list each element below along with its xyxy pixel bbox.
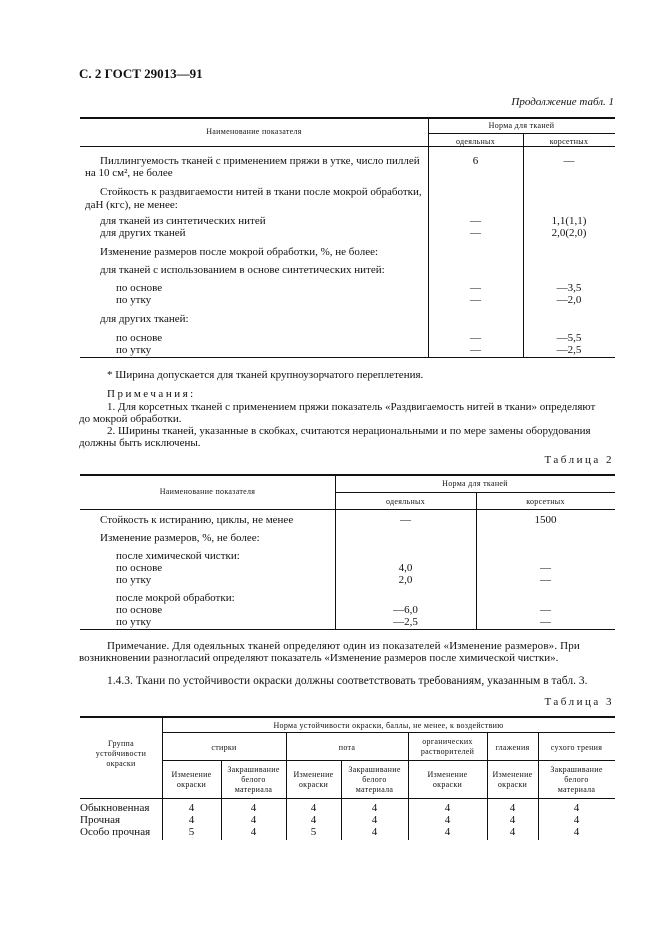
table-cell: 4: [573, 826, 580, 838]
table-cell: 5: [188, 826, 195, 838]
table1-norm-rule: [428, 133, 615, 134]
table2-col-b: корсетных: [526, 497, 565, 506]
page-title: С. 2 ГОСТ 29013—91: [79, 66, 203, 81]
table-cell: 4: [371, 814, 378, 826]
table1-head-rule: [80, 146, 615, 147]
table1-col-b: корсетных: [549, 137, 589, 146]
table3-group-rule: [162, 760, 615, 761]
table-cell: 2,0: [398, 574, 413, 586]
table-row: после мокрой обработки:: [116, 592, 235, 604]
table-cell: —: [540, 616, 551, 628]
table3-group-sweat: пота: [338, 743, 356, 752]
table3-label: Таблица 3: [544, 696, 614, 708]
footnote: * Ширина допускается для тканей крупноузорчатого переплетения.: [107, 369, 424, 381]
table-row: даН (кгс), не менее:: [85, 199, 178, 211]
table-cell: 4: [188, 814, 195, 826]
table-cell: —: [470, 282, 481, 294]
table-cell: —: [540, 604, 551, 616]
table3-col-norm: Норма устойчивости окраски, баллы, не менее, к воздействию: [273, 721, 504, 730]
table2-label: Таблица 2: [544, 454, 614, 466]
table-row: по основе: [116, 332, 163, 344]
table2-top-rule: [80, 474, 615, 476]
paragraph-1-4-3: 1.4.3. Ткани по устойчивости окраски должны соответствовать требованиям, указанным в табл. 3.: [107, 675, 588, 687]
table-cell: —: [470, 344, 481, 356]
table3-sub-change: Изменение окраски: [427, 770, 468, 789]
table-row: Особо прочная: [80, 826, 151, 838]
table-cell: 4: [573, 814, 580, 826]
table-cell: 5: [310, 826, 317, 838]
table-cell: —: [540, 562, 551, 574]
table3-group-solvents: органических растворителей: [420, 737, 475, 756]
table-cell: —5,5: [556, 332, 582, 344]
table-cell: 1,1(1,1): [551, 215, 587, 227]
table-row: по основе: [116, 562, 163, 574]
table-cell: —: [470, 227, 481, 239]
table-cell: 1500: [534, 514, 557, 526]
table-cell: 4: [250, 826, 257, 838]
note-1-line-2: до мокрой обработки.: [79, 413, 182, 425]
table-row: по утку: [116, 294, 152, 306]
table2-col-norm: Норма для тканей: [442, 479, 508, 488]
table-cell: 4: [444, 826, 451, 838]
table2-head-rule: [80, 509, 615, 510]
table3-sub-change: Изменение окраски: [293, 770, 334, 789]
table-row: Прочная: [80, 814, 121, 826]
table-row: по основе: [116, 282, 163, 294]
table2-note-line-2: возникновении разногласий определяют показатель «Изменение размеров после химической чистки».: [79, 652, 559, 664]
table-row: Изменение размеров, %, не более:: [100, 532, 260, 544]
table3-group-ironing: глажения: [495, 743, 530, 752]
table-cell: —: [470, 215, 481, 227]
table-cell: —: [400, 514, 411, 526]
table1-col-a: одеяльных: [455, 137, 496, 146]
table1-col-name: Наименование показателя: [206, 127, 302, 136]
table2-norm-rule: [335, 492, 615, 493]
note-1-line-1: 1. Для корсетных тканей с применением пряжи показатель «Раздвигаемость нитей в ткани» определяют: [107, 401, 596, 413]
table-cell: 4: [310, 802, 317, 814]
table-cell: 4: [509, 802, 516, 814]
table-row: по утку: [116, 574, 152, 586]
table3-sub-change: Изменение окраски: [171, 770, 212, 789]
table2-col-a: одеяльных: [385, 497, 426, 506]
table3-group-rubbing: сухого трения: [550, 743, 603, 752]
note-2-line-2: должны быть исключены.: [79, 437, 201, 449]
table3-norm-rule: [162, 732, 615, 733]
table-cell: 4,0: [398, 562, 413, 574]
table-cell: 4: [509, 826, 516, 838]
table3-col-group: Группа устойчивости окраски: [95, 739, 147, 768]
notes-title: Примечания:: [107, 388, 196, 400]
table3-sub-stain: Закрашивание белого материала: [348, 765, 401, 794]
note-2-line-1: 2. Ширины тканей, указанные в скобках, считаются нерациональными и по мере замены оборудования: [107, 425, 591, 437]
table2-bottom-rule: [80, 629, 615, 630]
table-row: по основе: [116, 604, 163, 616]
table-cell: —: [563, 155, 575, 167]
table-cell: 4: [371, 826, 378, 838]
table-cell: —3,5: [556, 282, 582, 294]
table-row: для тканей из синтетических нитей: [100, 215, 266, 227]
table3-sub-change: Изменение окраски: [492, 770, 533, 789]
table1-col-norm: Норма для тканей: [488, 121, 555, 130]
table-row: на 10 см², не более: [85, 167, 173, 179]
table-cell: 4: [444, 802, 451, 814]
table-cell: 2,0(2,0): [551, 227, 587, 239]
table-row: по утку: [116, 616, 152, 628]
table-cell: —2,5: [393, 616, 418, 628]
table-row: Обыкновенная: [80, 802, 150, 814]
table-cell: 4: [371, 802, 378, 814]
table-row: для других тканей:: [100, 313, 189, 325]
table-cell: 4: [250, 814, 257, 826]
table-cell: 4: [250, 802, 257, 814]
table3-sub-stain: Закрашивание белого материала: [227, 765, 280, 794]
table-cell: 4: [573, 802, 580, 814]
table-cell: —: [470, 294, 481, 306]
table3-group-washing: стирки: [211, 743, 237, 752]
table-cell: 4: [188, 802, 195, 814]
table-cell: —2,0: [556, 294, 582, 306]
table-continuation-label: Продолжение табл. 1: [511, 96, 614, 108]
table-row: Стойкость к истиранию, циклы, не менее: [100, 514, 294, 526]
table-cell: —: [540, 574, 551, 586]
table-row: Стойкость к раздвигаемости нитей в ткани после мокрой обработки,: [100, 186, 422, 198]
table3-head-rule: [80, 798, 615, 799]
table-row: для других тканей: [100, 227, 186, 239]
table-row: по утку: [116, 344, 152, 356]
table1-top-rule: [80, 117, 615, 119]
table3-top-rule: [80, 716, 615, 718]
table-row: Пиллингуемость тканей с применением пряжи в утке, число пиллей: [100, 155, 420, 167]
table-cell: 4: [444, 814, 451, 826]
table1-bottom-rule: [80, 357, 615, 358]
table-cell: —2,5: [556, 344, 582, 356]
table3-sub-stain: Закрашивание белого материала: [550, 765, 603, 794]
table-cell: —: [470, 332, 481, 344]
table2-note-line-1: Примечание. Для одеяльных тканей определяют один из показателей «Изменение размеров». При: [107, 640, 580, 652]
table-row: для тканей с использованием в основе синтетических нитей:: [100, 264, 385, 276]
table-row: после химической чистки:: [116, 550, 240, 562]
table-cell: 6: [472, 155, 479, 167]
table2-col-name: Наименование показателя: [159, 487, 256, 496]
table-cell: —6,0: [393, 604, 418, 616]
table-row: Изменение размеров после мокрой обработки, %, не более:: [100, 246, 379, 258]
table-cell: 4: [509, 814, 516, 826]
table-cell: 4: [310, 814, 317, 826]
